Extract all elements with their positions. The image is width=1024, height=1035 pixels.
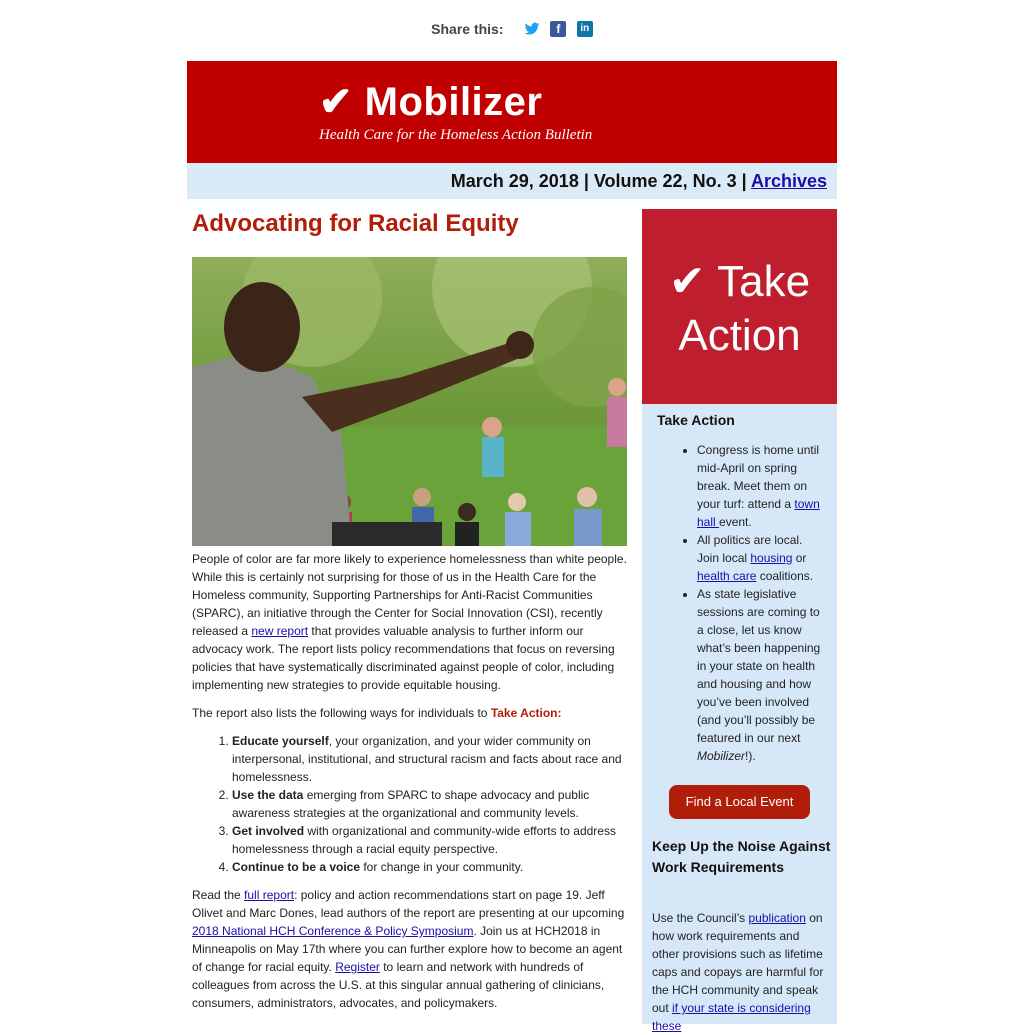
town-hall-link[interactable]: town hall [697, 497, 820, 529]
linkedin-icon[interactable]: in [577, 21, 593, 37]
publication-link[interactable]: publication [748, 911, 806, 925]
list-item: 1. Educate yourself, your organization, and your wider community on interpersonal, institutional, and structural racism and facts about race and homelessness. [232, 732, 628, 786]
action-list [192, 732, 628, 876]
archives-link[interactable]: Archives [750, 171, 827, 191]
list-item: 4. Continue to be a voice for change in your community. [232, 858, 628, 876]
checkmark-icon: ✔ [319, 80, 354, 124]
list-item: • Congress is home until mid-April on spring break. Meet them on your turf: attend a town hall event. [697, 441, 827, 531]
work-requirements-heading: Keep Up the Noise Against Work Requirements [652, 838, 831, 875]
housing-link[interactable]: housing [750, 551, 793, 565]
new-report-link[interactable]: new report [251, 624, 309, 638]
register-link[interactable]: Register [335, 960, 380, 974]
issue-bar [187, 163, 837, 199]
article-paragraph-1: People of color are far more likely to experience homelessness than white people. While this is certainly not surprising for those of us in the Health Care for the Homeless community, Supporting Partnerships for Anti-Racist Communities (SPARC), an initiative through the Center for Social Innovation (CSI), recently released a new report that provides valuable analysis to further inform our advocacy work. The report lists policy recommendations that focus on reversing policies that have systematically discriminated against people of color, including implementing new strategies to provide equitable housing. [192, 552, 627, 692]
conference-link[interactable]: 2018 National HCH Conference & Policy Symposium [192, 924, 474, 938]
article-photo [192, 257, 627, 546]
brand-title [319, 79, 542, 125]
issue-info [451, 171, 827, 192]
take-action-heading: Take Action [657, 412, 735, 428]
issue-date-volume: March 29, 2018 | Volume 22, No. 3 | [450, 171, 751, 191]
article-body [192, 550, 628, 1022]
take-action-highlight: Take Action: [490, 706, 562, 720]
main-article [192, 210, 628, 1010]
brand-name: Mobilizer [364, 80, 543, 124]
full-report-link[interactable]: full report [244, 888, 295, 902]
take-action-list [657, 441, 827, 765]
twitter-icon[interactable] [524, 21, 540, 37]
take-action-box-line1: Take [717, 257, 811, 306]
sidebar [642, 209, 837, 1033]
list-item: • All politics are local. Join local housing or health care coalitions. [697, 531, 827, 585]
state-considering-link[interactable]: if your state is considering these [652, 1001, 811, 1033]
article-paragraph-2: The report also lists the following ways for individuals to Take Action: [192, 706, 562, 720]
list-item: 3. Get involved with organizational and community-wide efforts to address homelessness through a racial equity perspective. [232, 822, 628, 858]
take-action-box [642, 209, 837, 404]
article-title: Advocating for Racial Equity [192, 210, 519, 237]
facebook-icon[interactable]: f [550, 21, 566, 37]
mobilizer-banner [187, 61, 837, 163]
article-paragraph-3: Read the full report: policy and action recommendations start on page 19. Jeff Olivet and Marc Dones, lead authors of the report are presenting at our upcoming 2018 National HCH Conference & Policy Symposium. Join us at HCH2018 in Minneapolis on May 17th where you can further explore how to become an agent of change for racial equity. Register to learn and network with hundreds of colleagues from across the U.S. at this singular annual gathering of clinicians, consumers, administrators, advocates, and policymakers. [192, 888, 625, 1010]
list-item: 2. Use the data emerging from SPARC to shape advocacy and public awareness strategies at the organizational and community levels. [232, 786, 628, 822]
share-label: Share this: [431, 20, 504, 37]
take-action-box-line2: Action [678, 311, 801, 360]
checkmark-icon: ✔ [668, 257, 706, 306]
list-item: • As state legislative sessions are coming to a close, let us know what’s been happening in your state on health and housing and how you’ve been involved (and you’ll possibly be featured in our next Mobilizer!). [697, 585, 827, 765]
health-care-link[interactable]: health care [697, 569, 757, 583]
brand-tagline: Health Care for the Homeless Action Bulletin [319, 127, 593, 143]
share-bar [0, 20, 1024, 38]
work-requirements-text: Use the Council’s publication on how work requirements and other provisions such as lifetime caps and copays are harmful for the HCH community and speak out if your state is considering these [652, 911, 824, 1033]
find-local-event-button[interactable]: Find a Local Event [669, 785, 810, 819]
